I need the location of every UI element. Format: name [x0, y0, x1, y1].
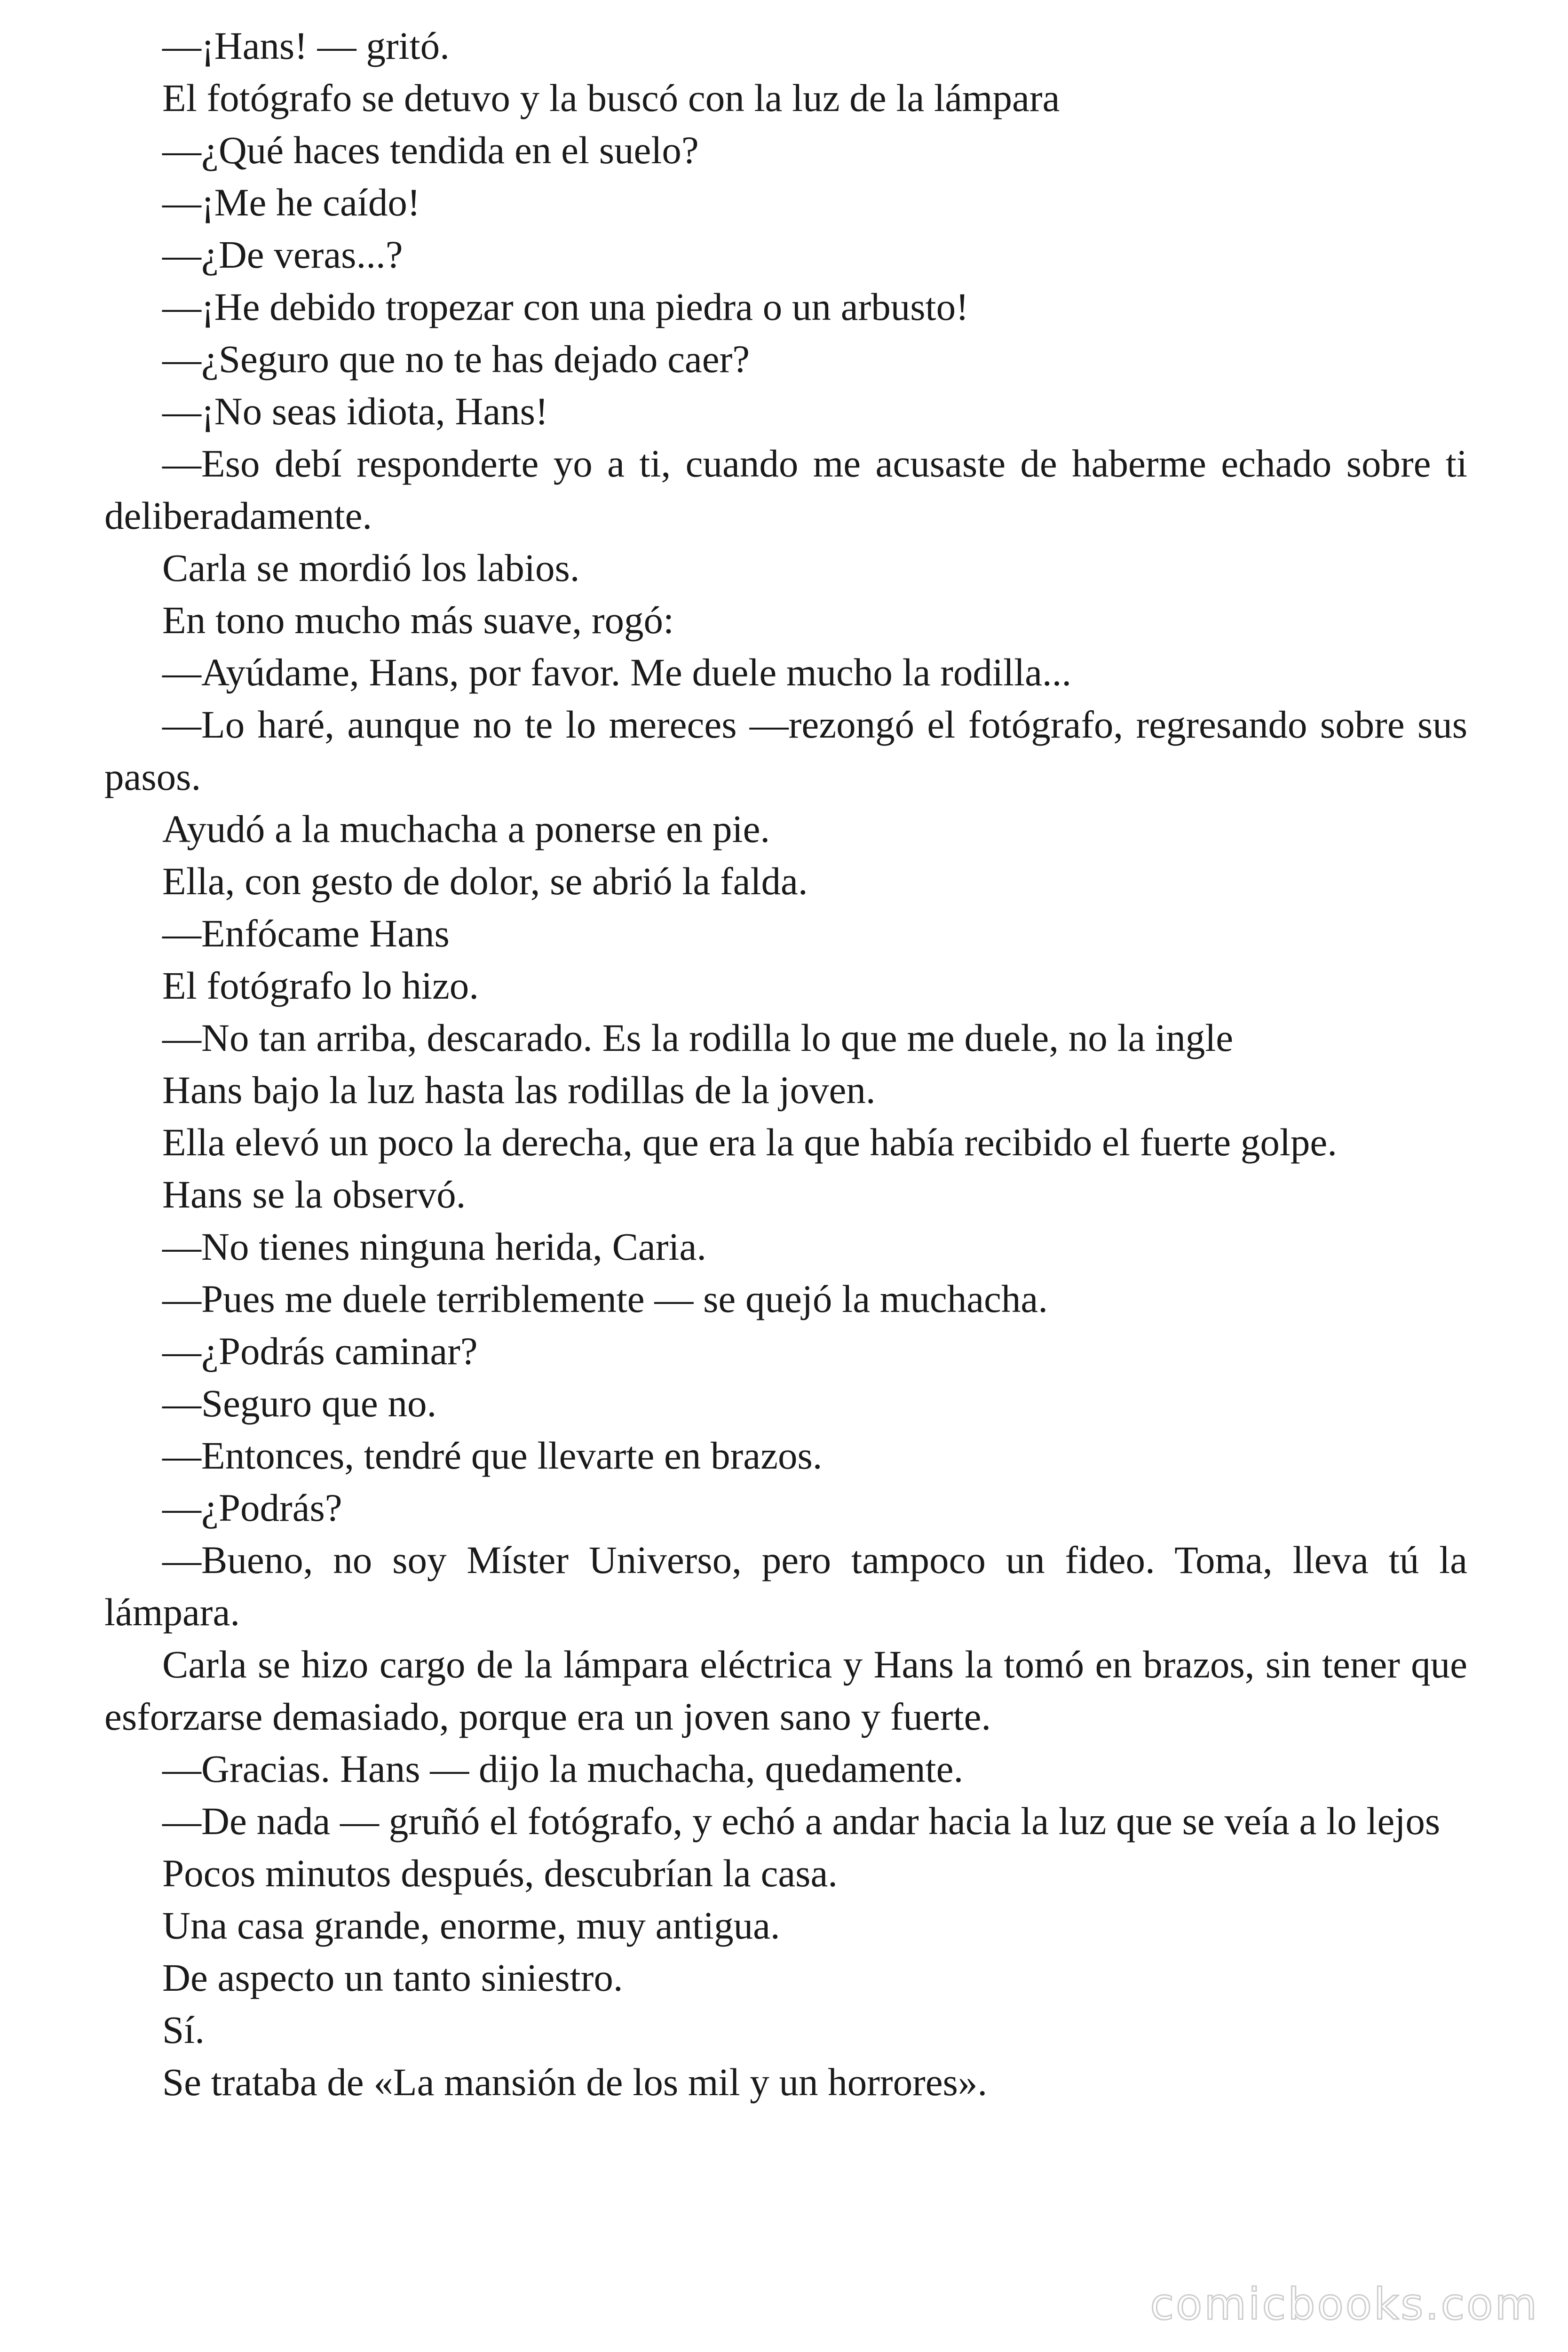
paragraph: Pocos minutos después, descubrían la casa.	[162, 1851, 838, 1895]
page-text	[104, 20, 1467, 2108]
paragraph: —Entonces, tendré que llevarte en brazos.	[162, 1434, 823, 1477]
paragraph: —De nada — gruñó el fotógrafo, y echó a andar hacia la luz que se veía a lo lejos	[162, 1799, 1441, 1843]
paragraph: Carla se mordió los labios.	[162, 546, 580, 589]
paragraph: —Eso debí responderte yo a ti, cuando me acusaste de haberme echado sobre ti deliberadamente.	[104, 442, 1467, 537]
paragraph: El fotógrafo lo hizo.	[162, 964, 479, 1007]
paragraph: Ella, con gesto de dolor, se abrió la falda.	[162, 859, 808, 903]
paragraph: El fotógrafo se detuvo y la buscó con la luz de la lámpara	[162, 76, 1060, 119]
paragraph: Una casa grande, enorme, muy antigua.	[162, 1904, 780, 1947]
paragraph: —No tan arriba, descarado. Es la rodilla lo que me duele, no la ingle	[162, 1016, 1234, 1059]
paragraph: —¡Hans! — gritó.	[162, 24, 450, 67]
paragraph: —Bueno, no soy Míster Universo, pero tampoco un fideo. Toma, lleva tú la lámpara.	[104, 1538, 1467, 1634]
paragraph: —Enfócame Hans	[162, 912, 450, 955]
paragraph: Hans se la observó.	[162, 1173, 466, 1216]
paragraph: —Lo haré, aunque no te lo mereces —rezongó el fotógrafo, regresando sobre sus pasos.	[104, 703, 1467, 798]
paragraph: —¿Qué haces tendida en el suelo?	[162, 128, 699, 172]
paragraph: —¡He debido tropezar con una piedra o un arbusto!	[162, 285, 969, 328]
paragraph: —¿Seguro que no te has dejado caer?	[162, 337, 750, 381]
paragraph: Sí.	[162, 2008, 205, 2051]
watermark: comicbooks.com	[1150, 2279, 1539, 2329]
paragraph: Carla se hizo cargo de la lámpara eléctrica y Hans la tomó en brazos, sin tener que esforzarse demasiado, porque era un joven sano y fuerte.	[104, 1643, 1467, 1738]
paragraph: Hans bajo la luz hasta las rodillas de la joven.	[162, 1068, 876, 1112]
paragraph: —¿Podrás?	[162, 1486, 342, 1529]
paragraph: —¿Podrás caminar?	[162, 1329, 478, 1373]
paragraph: —¡Me he caído!	[162, 181, 420, 224]
paragraph: De aspecto un tanto siniestro.	[162, 1956, 623, 1999]
paragraph: —No tienes ninguna herida, Caria.	[162, 1225, 707, 1268]
paragraph: En tono mucho más suave, rogó:	[162, 598, 674, 642]
paragraph: —¡No seas idiota, Hans!	[162, 389, 548, 433]
paragraph: Se trataba de «La mansión de los mil y un horrores».	[162, 2060, 988, 2104]
paragraph: —Ayúdame, Hans, por favor. Me duele mucho la rodilla...	[162, 651, 1072, 694]
paragraph: —Pues me duele terriblemente — se quejó la muchacha.	[162, 1277, 1048, 1320]
paragraph: Ayudó a la muchacha a ponerse en pie.	[162, 807, 770, 850]
paragraph: —Gracias. Hans — dijo la muchacha, quedamente.	[162, 1747, 964, 1790]
paragraph: —¿De veras...?	[162, 233, 403, 276]
paragraph: —Seguro que no.	[162, 1382, 437, 1425]
paragraph: Ella elevó un poco la derecha, que era la que había recibido el fuerte golpe.	[162, 1120, 1338, 1164]
